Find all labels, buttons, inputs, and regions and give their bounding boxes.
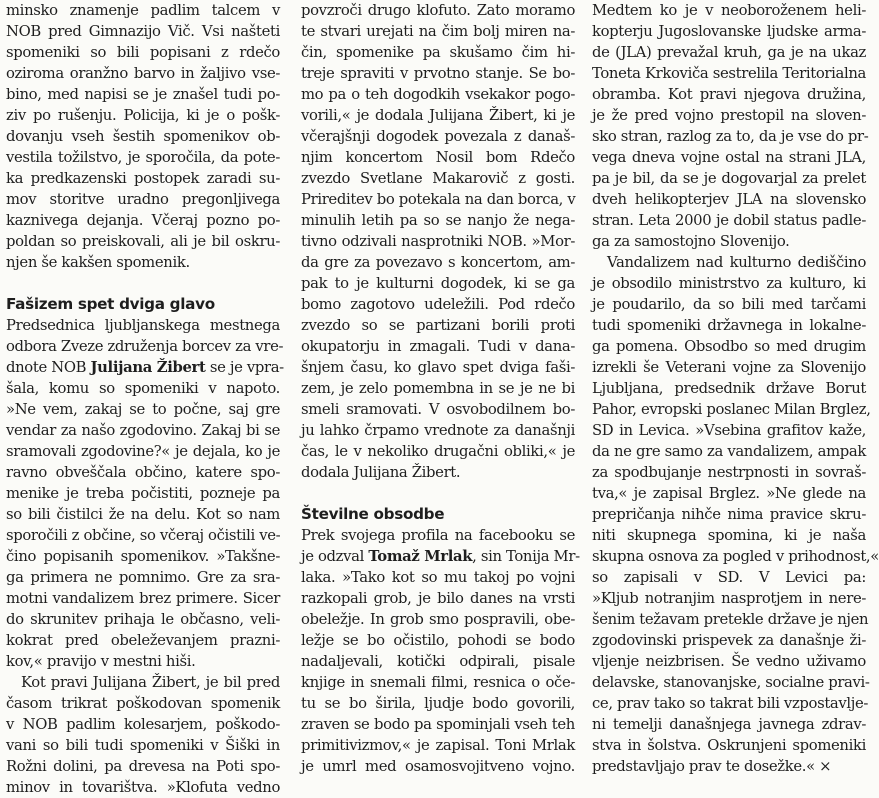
text-line: zem, je zelo pomembna in se je ne bi — [301, 380, 575, 397]
text-line: je poudarilo, da so bili med tarčami — [592, 296, 866, 313]
text-line: pak to je kulturni dogodek, ki se ga — [301, 275, 575, 292]
text-line: poldan so preiskovali, ali je bil oskru- — [6, 233, 280, 250]
text-line: Toneta Krkoviča sestrelila Teritorialna — [592, 65, 866, 82]
text-line: primitivizmov,« je zapisal. Toni Mrlak — [301, 737, 575, 754]
text-line: so zapisali v SD. V Levici pa: — [592, 569, 866, 586]
text-line: bomo zagotovo udeležili. Pod rdečo — [301, 296, 575, 313]
text-line: laka. »Tako kot so mu takoj po vojni — [301, 569, 575, 586]
text-line: Predsednica ljubljanskega mestnega — [6, 317, 280, 334]
text-line: nadaljevali, kotički odpirali, pisale — [301, 653, 575, 670]
article-column-1 — [6, 0, 284, 796]
text-line: menike je treba počistiti, pozneje pa — [6, 485, 280, 502]
text-line: NOB pred Gimnazijo Vič. Vsi našteti — [6, 23, 280, 40]
text-line: dveh helikopterjev JLA na slovensko — [592, 191, 866, 208]
text-line: čin, spomenike pa skušamo čim hi- — [301, 44, 575, 61]
text-line: SD in Levica. »Vsebina grafitov kaže, — [592, 422, 866, 439]
text-line: skupna osnova za pogled v prihodnost,« — [592, 548, 879, 565]
text-line — [6, 357, 284, 378]
text-line: sporočili z občine, so včeraj očistili ve- — [6, 527, 281, 544]
paragraph — [6, 0, 280, 273]
text-line: okupatorju in zmagali. Tudi v dana- — [301, 338, 575, 355]
section-heading: Fašizem spet dviga glavo — [6, 295, 215, 313]
text-line: zgodovinski prispevek za današnje ži- — [592, 632, 866, 649]
text-line: bino, med napisi se je znašel tudi po- — [6, 86, 280, 103]
text-line: je že pred vojno prestopil na sloven- — [592, 107, 866, 124]
text-line: oziroma oranžno barvo in žaljivo vse- — [6, 65, 280, 82]
text-line: v NOB padlim kolesarjem, poškodo- — [6, 716, 280, 733]
paragraph — [592, 252, 879, 777]
text-line: sko stran, razlog za to, da je vse do pr- — [592, 128, 869, 145]
text-line: šenim težavam pretekle države je njen — [592, 611, 869, 628]
text-line: kov,« pravijo v mestni hiši. — [6, 653, 196, 670]
text-line: minsko znamenje padlim talcem v — [6, 2, 280, 19]
text-line: mov storitve uradno pregonljivega — [6, 191, 280, 208]
text-line: je obsodilo ministrstvo za kulturo, ki — [592, 275, 866, 292]
text-fragment: dnote NOB — [6, 359, 91, 376]
paragraph — [301, 525, 580, 777]
text-line: so bili čistilci že na delu. Kot so nam — [6, 506, 280, 523]
text-line: Rožni dolini, pa drevesa na Poti spo- — [6, 758, 280, 775]
text-line: Ljubljana, predsednik države Borut — [592, 380, 866, 397]
text-line: njen še kakšen spomenik. — [6, 254, 190, 271]
text-line: ce, prav tako so takrat bili vzpostavlje- — [592, 695, 869, 712]
text-line: vega dneva vojne ostal na strani JLA, — [592, 149, 866, 166]
text-line: Prek svojega profila na facebooku se — [301, 527, 575, 544]
article-column-3 — [592, 0, 879, 775]
text-fragment: je odzval — [301, 548, 369, 565]
text-line: ju lahko črpamo vrednote za današnji — [301, 422, 575, 439]
text-line: Medtem ko je v neoboroženem heli- — [592, 2, 866, 19]
text-line: vestila tožilstvo, je sporočila, da pote- — [6, 149, 280, 166]
text-line: kaznivega dejanja. Včeraj pozno po- — [6, 212, 280, 229]
text-line: minov in tovarištva. »Klofuta vedno — [6, 779, 280, 796]
text-line: ravno obveščala občino, katere spo- — [6, 464, 280, 481]
text-line: odbora Zveze združenja borcev za vre- — [6, 338, 284, 355]
text-line: ni temelji današnjega javnega zdrav- — [592, 716, 866, 733]
spacer — [6, 273, 280, 294]
text-line: tva,« je zapisal Brglez. »Ne glede na — [592, 485, 866, 502]
text-fragment: se je vpra- — [205, 359, 284, 376]
paragraph — [6, 672, 280, 798]
text-line: tivno odzivali nasprotniki NOB. »Mor- — [301, 233, 575, 250]
spacer — [301, 483, 575, 504]
text-line: de (JLA) prevažal kruh, ga je na ukaz — [592, 44, 866, 61]
text-line: ležje se bo očistilo, pohodi se bodo — [301, 632, 575, 649]
text-line: je umrl med osamosvojitveno vojno. — [301, 758, 575, 775]
text-line: včerajšnji dogodek povezala z današ- — [301, 128, 575, 145]
text-line: ga pomena. Obsodbo so med drugim — [592, 338, 866, 355]
text-line: kopterju Jugoslovanske ljudske arma- — [592, 23, 866, 40]
text-line: ziv po rušenju. Policija, ki je o pošk- — [6, 107, 280, 124]
text-line: motni vandalizem brez primere. Sicer — [6, 590, 280, 607]
text-line: minulih letih pa so se nanjo že nega- — [301, 212, 575, 229]
text-line: mo pa o teh dogodkih vsekakor pogo- — [301, 86, 575, 103]
text-line: da gre za povezavo s koncertom, am- — [301, 254, 575, 271]
text-line: ga primera ne pomnimo. Gre za sra- — [6, 569, 280, 586]
text-line: kokrat pred obeleževanjem prazni- — [6, 632, 280, 649]
text-line: vljenje neizbrisen. Še vedno uživamo — [592, 653, 866, 670]
text-line: ka predkazenski postopek zaradi su- — [6, 170, 280, 187]
text-line: stran. Leta 2000 je dobil status padle- — [592, 212, 866, 229]
text-line: smeli sramovati. V osvobodilnem bo- — [301, 401, 575, 418]
text-line: njim koncertom Nosil bom Rdečo — [301, 149, 575, 166]
text-line: povzroči drugo klofuto. Zato moramo — [301, 2, 575, 19]
text-line: spomeniki so bili popisani z rdečo — [6, 44, 280, 61]
text-line: razkopali grob, je bilo danes na vrsti — [301, 590, 575, 607]
text-line: Pahor, evropski poslanec Milan Brglez, — [592, 401, 871, 418]
text-line: zvezdo so se partizani borili proti — [301, 317, 575, 334]
text-line: vorili,« je dodala Julijana Žibert, ki je — [301, 107, 575, 124]
text-line: zvezdo Svetlane Makarovič z gosti. — [301, 170, 575, 187]
text-line: časom trikrat poškodovan spomenik — [6, 695, 280, 712]
text-line: Vandalizem nad kulturno dediščino — [607, 254, 866, 271]
text-line: dodala Julijana Žibert. — [301, 464, 461, 481]
text-line: knjige in snemali filmi, resnica o oče- — [301, 674, 575, 691]
section-heading: Številne obsodbe — [301, 505, 445, 523]
paragraph — [592, 0, 869, 252]
text-line: niti skupnega spomina, ki je naša — [592, 527, 866, 544]
text-line: »Ne vem, zakaj se to počne, saj gre — [6, 401, 280, 418]
text-line: čas, le v nekoliko drugačni obliki,« je — [301, 443, 575, 460]
text-line: vani so bili tudi spomeniki v Šiški in — [6, 737, 280, 754]
text-line: da ne gre samo za vandalizem, ampak — [592, 443, 866, 460]
text-line: obeležje. In grob smo pospravili, obe- — [301, 611, 575, 628]
text-line: stva in šolstva. Oskrunjeni spomeniki — [592, 737, 866, 754]
text-line: zraven se bodo pa spominjali vseh teh — [301, 716, 575, 733]
text-line: šnjem času, ko glavo spet dviga faši- — [301, 359, 575, 376]
text-line: delavske, stanovanjske, socialne pravi- — [592, 674, 870, 691]
text-line: izrekli še Veterani vojne za Slovenijo — [592, 359, 866, 376]
text-line: obramba. Kot pravi njegova družina, — [592, 86, 866, 103]
text-line: ga za samostojno Slovenijo. — [592, 233, 790, 250]
text-line: čino popisanih spomenikov. »Takšne- — [6, 548, 280, 565]
paragraph — [301, 0, 575, 483]
person-name: Tomaž Mrlak — [368, 548, 473, 565]
article-column-2 — [301, 0, 580, 775]
text-line: sramovali zgodovine?« je dejala, ko je — [6, 443, 280, 460]
text-line: te stvari urejati na čim bolj miren na- — [301, 23, 575, 40]
text-line: za spodbujanje nestrpnosti in sovraš- — [592, 464, 866, 481]
text-line: dovanju vseh šestih spomenikov ob- — [6, 128, 280, 145]
text-line: tudi spomeniki državnega in lokalne- — [592, 317, 866, 334]
text-line: do skrunitev prihaja le občasno, veli- — [6, 611, 280, 628]
text-line — [301, 546, 580, 567]
text-line: »Kljub notranjim nasprotjem in nere- — [592, 590, 866, 607]
text-line: Kot pravi Julijana Žibert, je bil pred — [21, 674, 280, 691]
text-line: pa je bil, da se je dogovarjal za prelet — [592, 170, 866, 187]
text-fragment: , sin Tonija Mr- — [472, 548, 580, 565]
text-line: predstavljajo prav te dosežke.« × — [592, 758, 832, 775]
person-name: Julijana Žibert — [90, 359, 206, 376]
text-line: Prireditev bo potekala na dan borca, v — [301, 191, 576, 208]
text-line: tu se bo širila, ljudje bodo govorili, — [301, 695, 575, 712]
text-line: vendar za našo zgodovino. Zakaj bi se — [6, 422, 280, 439]
text-line: šala, komu so spomeniki v napoto. — [6, 380, 280, 397]
text-line: treje spraviti v prvotno stanje. Se bo- — [301, 65, 575, 82]
paragraph — [6, 315, 284, 672]
text-line: prepričanja nihče nima pravice skru- — [592, 506, 866, 523]
